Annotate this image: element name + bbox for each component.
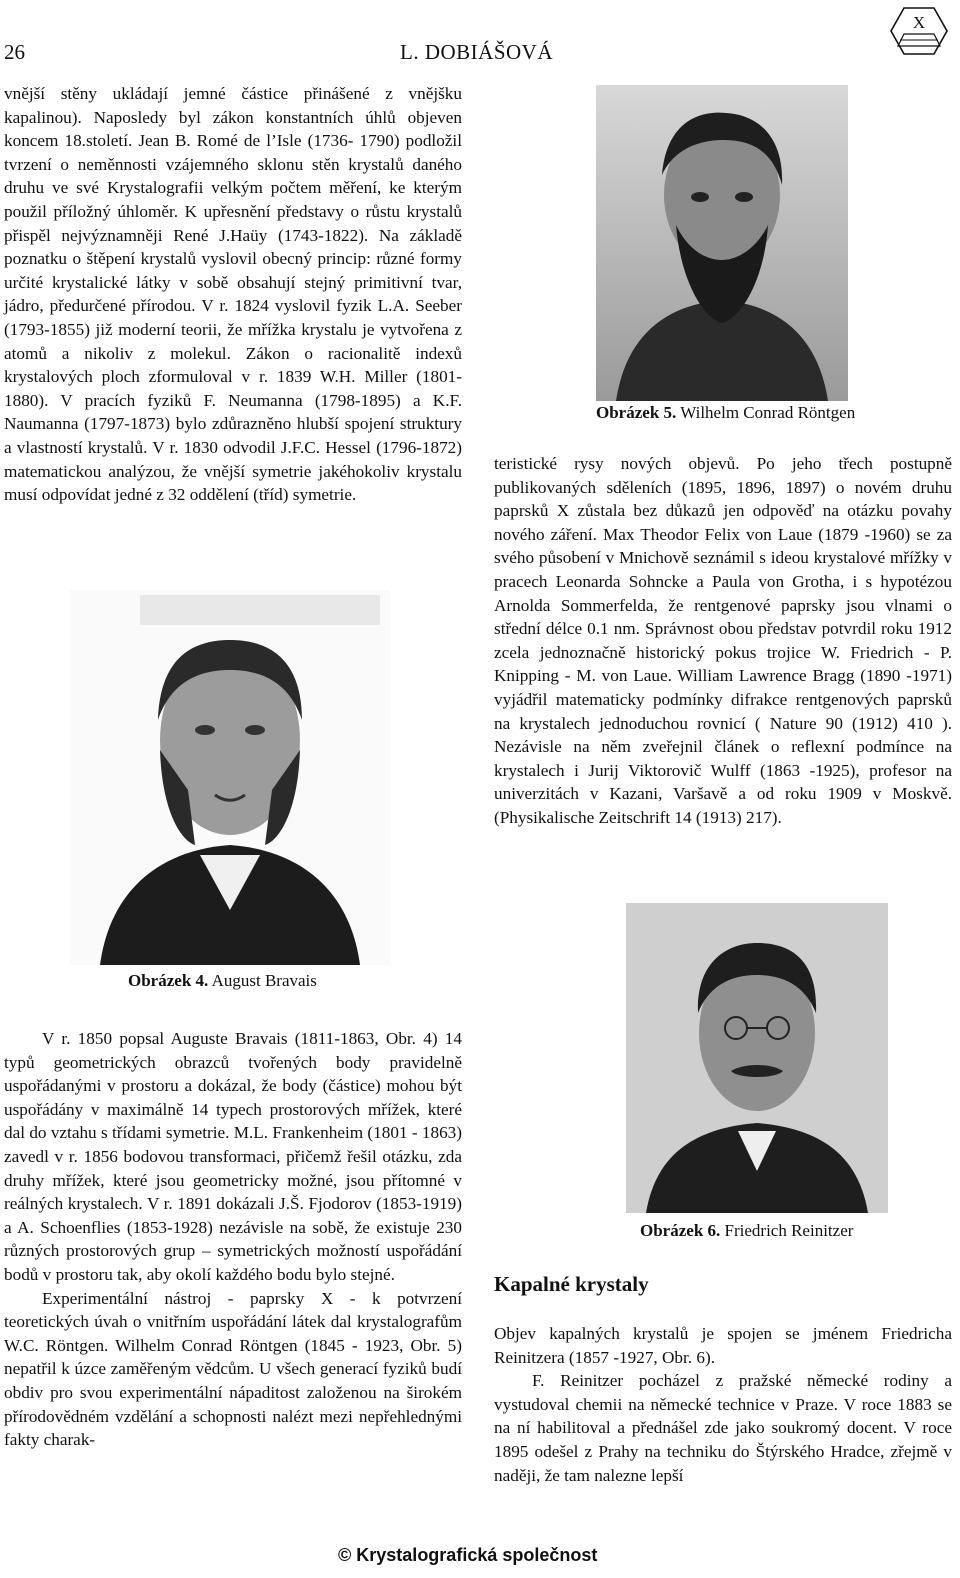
page-number: 26 (4, 40, 25, 64)
society-logo (890, 6, 948, 56)
left-column-top (4, 82, 462, 507)
figure-6-portrait (626, 903, 888, 1213)
paragraph: vnější stěny ukládají jemné částice přinášené z vnějšku kapalinou). Naposledy byl zákon konstantních úhlů objeven koncem 18.století. Jean B. Romé de l’Isle (1736- 1790) podložil tvrzení o neměnnosti vzájemného sklonu stěn krystalů daného druhu ve své Krystalografii velkým počtem měření, ke kterým použil příložný úhloměr. K upřesnění představy o růstu krystalů přispěl nejvýznamněji René J.Haüy (1743-1822). Na základě poznatku o štěpení krystalů vyslovil obecný princip: různé formy určité krystalické látky v sobě obsahují stejný primitivní tvar, jádro, předurčené přírodou. V r. 1824 vyslovil fyzik L.A. Seeber (1793-1855) již moderní teorii, že mřížka krystalu je vytvořena z atomů a nikoliv z molekul. Zákon o racionalitě indexů krystalových ploch zformuloval v r. 1839 W.H. Miller (1801-1880). V pracích fyziků F. Neumanna (1798-1895) a K.F. Naumanna (1797-1873) bylo zdůrazněno hlubší spojení struktury a vlastností krystalů. V r. 1830 odvodil J.F.C. Hessel (1796-1872) matematickou analýzou, že vnější symetrie jakéhokoliv krystalu musí odpovídat jedné z 32 oddělení (tříd) symetrie. (4, 84, 462, 505)
section-title: Kapalné krystaly (494, 1272, 649, 1296)
figure-text: August Bravais (211, 971, 317, 990)
left-column-bottom (4, 1027, 462, 1452)
right-column-bottom (494, 1322, 952, 1487)
figure-5-caption (596, 403, 855, 423)
figure-label: Obrázek 5. (596, 403, 677, 422)
figure-text: Wilhelm Conrad Röntgen (680, 403, 856, 422)
right-column-top (494, 452, 952, 830)
figure-6-caption (640, 1221, 853, 1241)
paragraph: Experimentální nástroj - paprsky X - k potvrzení teoretických úvah o vnitřním uspořádání látek dal krystalografům W.C. Röntgen. Wilhelm Conrad Röntgen (1845 - 1923, Obr. 5) nepatřil k úzce zaměřeným vědcům. U všech generací fyziků budí obdiv pro svou experimentální nápaditost založenou na širokém přírodovědném vzdělání a schopnosti nalézt mezi nepřehlednými fakty charak- (4, 1288, 462, 1450)
running-author: L. DOBIÁŠOVÁ (400, 40, 553, 64)
paragraph: F. Reinitzer pocházel z pražské německé rodiny a vystudoval chemii na německé technice v Praze. V roce 1883 se na ní habilitoval a přednášel zde jako soukromý docent. V roce 1895 odešel z Prahy na techniku do Štýrského Hradce, zřejmě v naději, že tam nalezne lepší (494, 1371, 952, 1485)
figure-label: Obrázek 6. (640, 1221, 721, 1240)
copyright-icon: © (338, 1545, 352, 1565)
paragraph: Objev kapalných krystalů je spojen se jménem Friedricha Reinitzera (1857 -1927, Obr. 6). (494, 1324, 952, 1367)
footer-society: Krystalografická společnost (356, 1545, 598, 1565)
figure-5-portrait (596, 85, 848, 401)
figure-4-portrait (70, 590, 390, 965)
footer (338, 1545, 597, 1566)
paragraph: teristické rysy nových objevů. Po jeho třech postupně publikovaných sděleních (1895, 1896, 1897) o novém druhu paprsků X zůstala bez důkazů jen odpověď na otázku povahy nového záření. Max Theodor Felix von Laue (1879 -1960) se za svého působení v Mnichově seznámil s ideou krystalové mřížky v pracech Leonarda Sohncke a Paula von Grotha, i s hypotézou Arnolda Sommerfelda, že rentgenové paprsky jsou vlnami o střední délce 0.1 nm. Správnost obou představ potvrdil roku 1912 zcela jednoznačně historický pokus trojice W. Friedrich - P. Knipping - M. von Laue. William Lawrence Bragg (1890 -1971) vyjádřil matematicky podmínky difrakce rentgenových paprsků na krystalech jednoduchou rovnicí ( Nature 90 (1912) 410 ). Nezávisle na něm zveřejnil článek o reflexní podmínce na krystalech i Jurij Viktorovič Wulff (1863 -1925), profesor na univerzitách v Kazani, Varšavě a od roku 1909 v Moskvě. (Physikalische Zeitschrift 14 (1913) 217). (494, 454, 952, 827)
figure-text: Friedrich Reinitzer (724, 1221, 854, 1240)
figure-label: Obrázek 4. (128, 971, 209, 990)
logo-letter: X (912, 13, 926, 32)
figure-4-caption (128, 971, 317, 991)
paragraph: V r. 1850 popsal Auguste Bravais (1811-1863, Obr. 4) 14 typů geometrických obrazců tvořených body pravidelně uspořádanými v prostoru a dokázal, že body (částice) mohou být uspořádány v maximálně 14 typech prostorových mřížek, které dal do vztahu s třídami symetrie. M.L. Frankenheim (1801 - 1863) zavedl v r. 1856 bodovou transformaci, přičemž řešil otázku, zda druhy mřížek, které jsou geometricky možné, jsou přítomné v reálných krystalech. V r. 1891 dokázali J.Š. Fjodorov (1853-1919) a A. Schoenflies (1853-1928) nezávisle na sobě, že existuje 230 různých prostorových grup – symetrických možností uspořádání bodů v prostoru tak, aby okolí každého bodu bylo stejné. (4, 1029, 462, 1284)
hexagon-logo-icon (890, 6, 948, 56)
